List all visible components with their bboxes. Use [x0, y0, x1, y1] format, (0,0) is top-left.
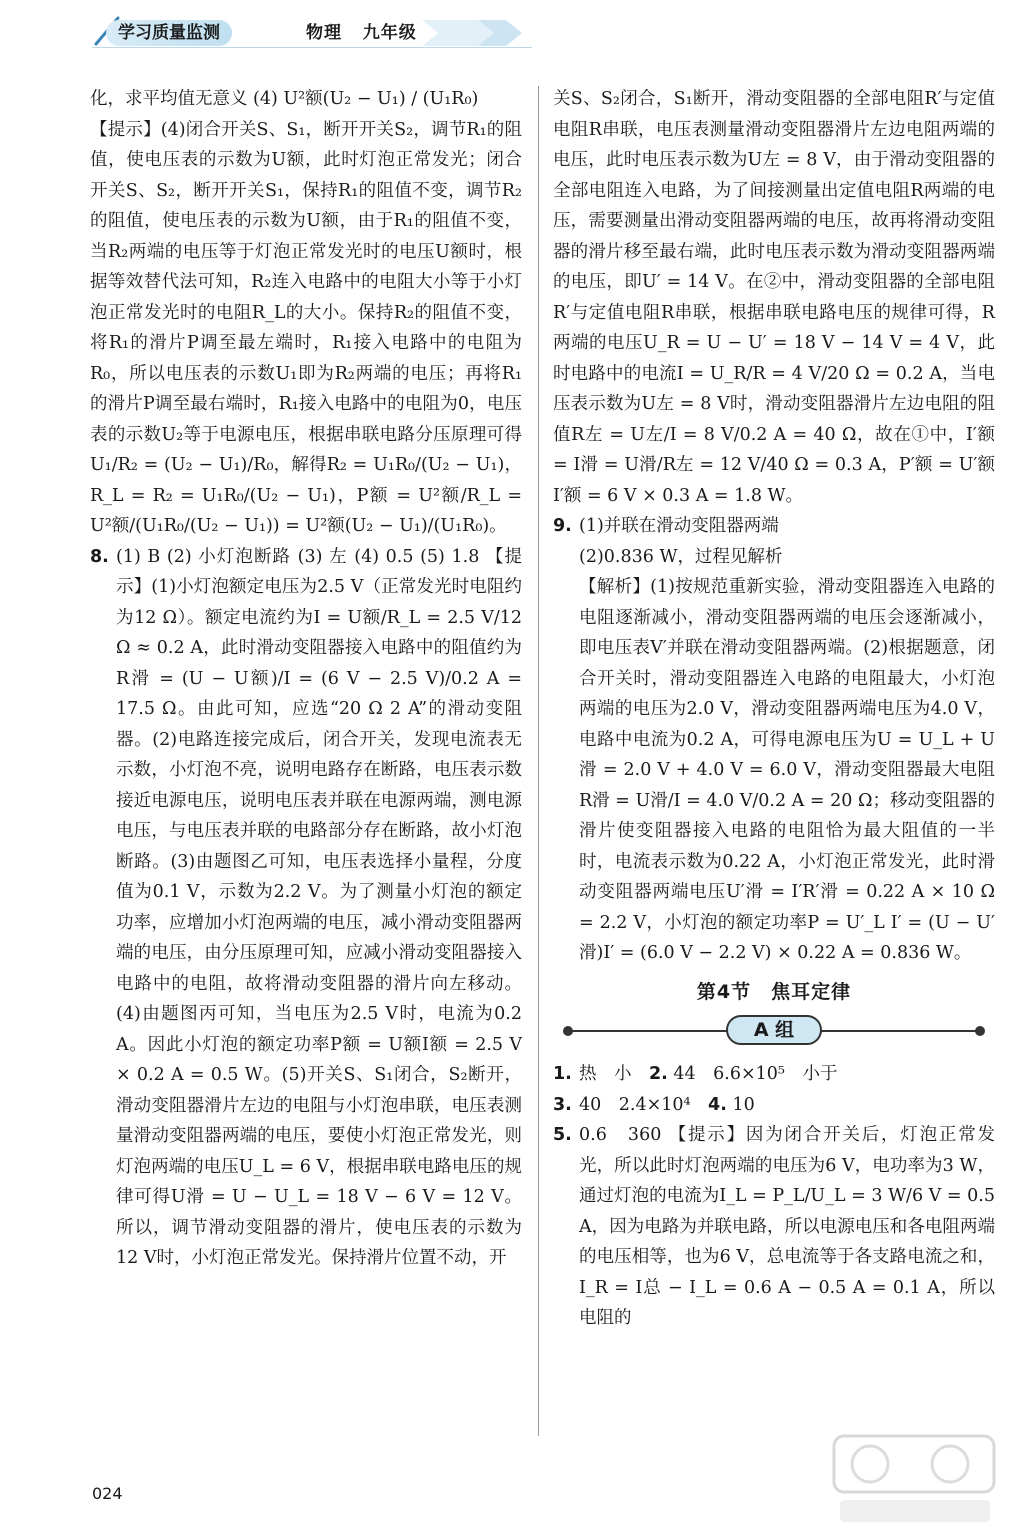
subject: 物理	[306, 23, 342, 43]
question-number: 4.	[708, 1094, 727, 1115]
page-header	[92, 14, 532, 48]
question-number: 2.	[649, 1064, 668, 1084]
right-column	[553, 84, 995, 1334]
group-banner	[553, 1013, 995, 1049]
question-number: 9.	[553, 516, 572, 536]
question-number: 8.	[90, 546, 109, 567]
header-rule	[92, 47, 532, 48]
left-column	[90, 84, 522, 1274]
group-label: A 组	[726, 1015, 822, 1045]
brand-badge	[106, 20, 232, 46]
section-title: 第4节 焦耳定律	[696, 980, 852, 1003]
q7-hint: 【提示】(4)闭合开关S、S₁，断开开关S₂，调节R₁的阻值，使电压表的示数为U额，此时灯泡正常发光；闭合开关S、S₂，断开开关S₁，保持R₁的阻值不变，调节R₂的阻值，使电压表的示数为U额，由于R₁的阻值不变，当R₂两端的电压等于灯泡正常发光时的电压U额时，根据等效替代法可知，R₂连入电路中的电阻大小等于小灯泡正常发光时的电阻R_L的大小。保持R₂的阻值不变，将R₁的滑片P调至最左端时，R₁接入电路中的电阻为R₀，所以电压表的示数U₁即为R₂两端的电压；再将R₁的滑片P调至最右端时，R₁接入电路中的电阻为0，电压表的示数U₂等于电源电压，根据串联电路分压原理可得U₁/R₂ = (U₂ − U₁)/R₀，解得R₂ = U₁R₀/(U₂ − U₁)，R_L = R₂ = U₁R₀/(U₂ − U₁)，P额 = U²额/R_L = U²额/(U₁R₀/(U₂ − U₁)) = U²额(U₂ − U₁)/(U₁R₀)。	[90, 119, 522, 536]
question-5	[553, 1120, 995, 1334]
rule-dot-left	[563, 1026, 573, 1036]
q7-answer-tail: 化，求平均值无意义 (4) U²额(U₂ − U₁) / (U₁R₀)	[90, 89, 479, 109]
q8-text: (1) B (2) 小灯泡断路 (3) 左 (4) 0.5 (5) 1.8 【提示】(1)小灯泡额定电压为2.5 V（正常发光时电阻约为12 Ω）。额定电流约为I = U额/R_L = 2.5 V/12 Ω ≈ 0.2 A，此时滑动变阻器接入电路中的阻值约为R滑 = (U − U额)/I = (6 V − 2.5 V)/0.2 A = 17.5 Ω。由此可知，应选“20 Ω 2 A”的滑动变阻器。(2)电路连接完成后，闭合开关，发现电流表无示数，小灯泡不亮，说明电路存在断路，电压表示数接近电源电压，说明电压表并联在电源两端，测电源电压，与电压表并联的电路部分存在断路，故小灯泡断路。(3)由题图乙可知，电压表选择小量程，分度值为0.1 V，示数为2.2 V。为了测量小灯泡的额定功率，应增加小灯泡两端的电压，减小滑动变阻器两端的电压，由分压原理可知，应减小滑动变阻器接入电路中的电阻，故将滑动变阻器的滑片向左移动。(4)由题图丙可知，当电压为2.5 V时，电流为0.2 A。因此小灯泡的额定功率P额 = U额I额 = 2.5 V × 0.2 A = 0.5 W。(5)开关S、S₁闭合，S₂断开，滑动变阻器滑片左边的电阻与小灯泡串联，电压表测量滑动变阻器两端的电压，要使小灯泡正常发光，则灯泡两端的电压U_L = 6 V，根据串联电路电压的规律可得U滑 = U − U_L = 18 V − 6 V = 12 V。所以，调节滑动变阻器的滑片，使电压表的示数为12 V时，小灯泡正常发光。保持滑片位置不动，开	[116, 546, 522, 1268]
q9-analysis: 【解析】(1)按规范重新实验，滑动变阻器连入电路的电阻逐渐减小，滑动变阻器两端的电压会逐渐减小，即电压表V′并联在滑动变阻器两端。(2)根据题意，闭合开关时，滑动变阻器连入电路的电阻最大，小灯泡两端的电压为2.0 V，滑动变阻器两端电压为4.0 V，电路中电流为0.2 A，可得电源电压为U = U_L + U滑 = 2.0 V + 4.0 V = 6.0 V，滑动变阻器最大电阻R滑 = U滑/I = 4.0 V/0.2 A = 20 Ω；移动变阻器的滑片使变阻器接入电路的电阻恰为最大阻值的一半时，电流表示数为0.22 A，小灯泡正常发光，此时滑动变阻器两端电压U′滑 = I′R′滑 = 0.22 A × 10 Ω = 2.2 V，小灯泡的额定功率P = U′_L I′ = (U − U′滑)I′ = (6.0 V − 2.2 V) × 0.22 A = 0.836 W。	[579, 577, 995, 963]
question-9	[553, 511, 995, 969]
answer-row-2	[553, 1090, 995, 1121]
column-divider	[538, 86, 539, 1436]
question-8	[90, 542, 522, 1274]
answer-3: 40 2.4×10⁴	[579, 1094, 709, 1115]
watermark-logo-icon	[830, 1432, 1000, 1528]
grade: 九年级	[362, 23, 417, 43]
q9-answer-2: (2)0.836 W，过程见解析	[579, 546, 783, 567]
q8-continuation: 关S、S₂闭合，S₁断开，滑动变阻器的全部电阻R′与定值电阻R串联，电压表测量滑动变阻器滑片左边电阻两端的电压，此时电压表示数为U左 = 8 V，由于滑动变阻器的全部电阻连入电路，为了间接测量出定值电阻R两端的电压，需要测量出滑动变阻器两端的电压，故再将滑动变阻器的滑片移至最右端，此时电压表示数为滑动变阻器两端的电压，即U′ = 14 V。在②中，滑动变阻器的全部电阻R′与定值电阻R串联，根据串联电路电压的规律可得，R两端的电压U_R = U − U′ = 18 V − 14 V = 4 V，此时电路中的电流I = U_R/R = 4 V/20 Ω = 0.2 A，当电压表示数为U左 = 8 V时，滑动变阻器滑片左边电阻的阻值R左 = U左/I = 8 V/0.2 A = 40 Ω，故在①中，I′额 = I滑 = U滑/R左 = 12 V/40 Ω = 0.3 A，P′额 = U′额 I′额 = 6 V × 0.3 A = 1.8 W。	[553, 89, 995, 506]
chevron-arrows-icon	[422, 18, 532, 48]
q9-answer-1: (1)并联在滑动变阻器两端	[579, 516, 779, 536]
question-number: 5.	[553, 1125, 572, 1145]
rule-dot-right	[975, 1026, 985, 1036]
question-number: 1.	[553, 1064, 572, 1084]
q5-text: 0.6 360 【提示】因为闭合开关后，灯泡正常发光，所以此时灯泡两端的电压为6 V，电功率为3 W，通过灯泡的电流为I_L = P_L/U_L = 3 W/6 V = 0.5 A，因为电路为并联电路，所以电源电压和各电阻两端的电压相等，也为6 V，总电流等于各支路电流之和，I_R = I总 − I_L = 0.6 A − 0.5 A = 0.1 A，所以电阻的	[579, 1125, 995, 1328]
answer-row-1	[553, 1059, 995, 1090]
answer-1: 热 小	[579, 1064, 649, 1084]
page-number: 024	[92, 1484, 123, 1503]
brand-title: 学习质量监测	[118, 23, 220, 43]
answer-2: 44 6.6×10⁵ 小于	[673, 1064, 838, 1084]
answer-4: 10	[732, 1094, 755, 1115]
question-number: 3.	[553, 1094, 572, 1115]
